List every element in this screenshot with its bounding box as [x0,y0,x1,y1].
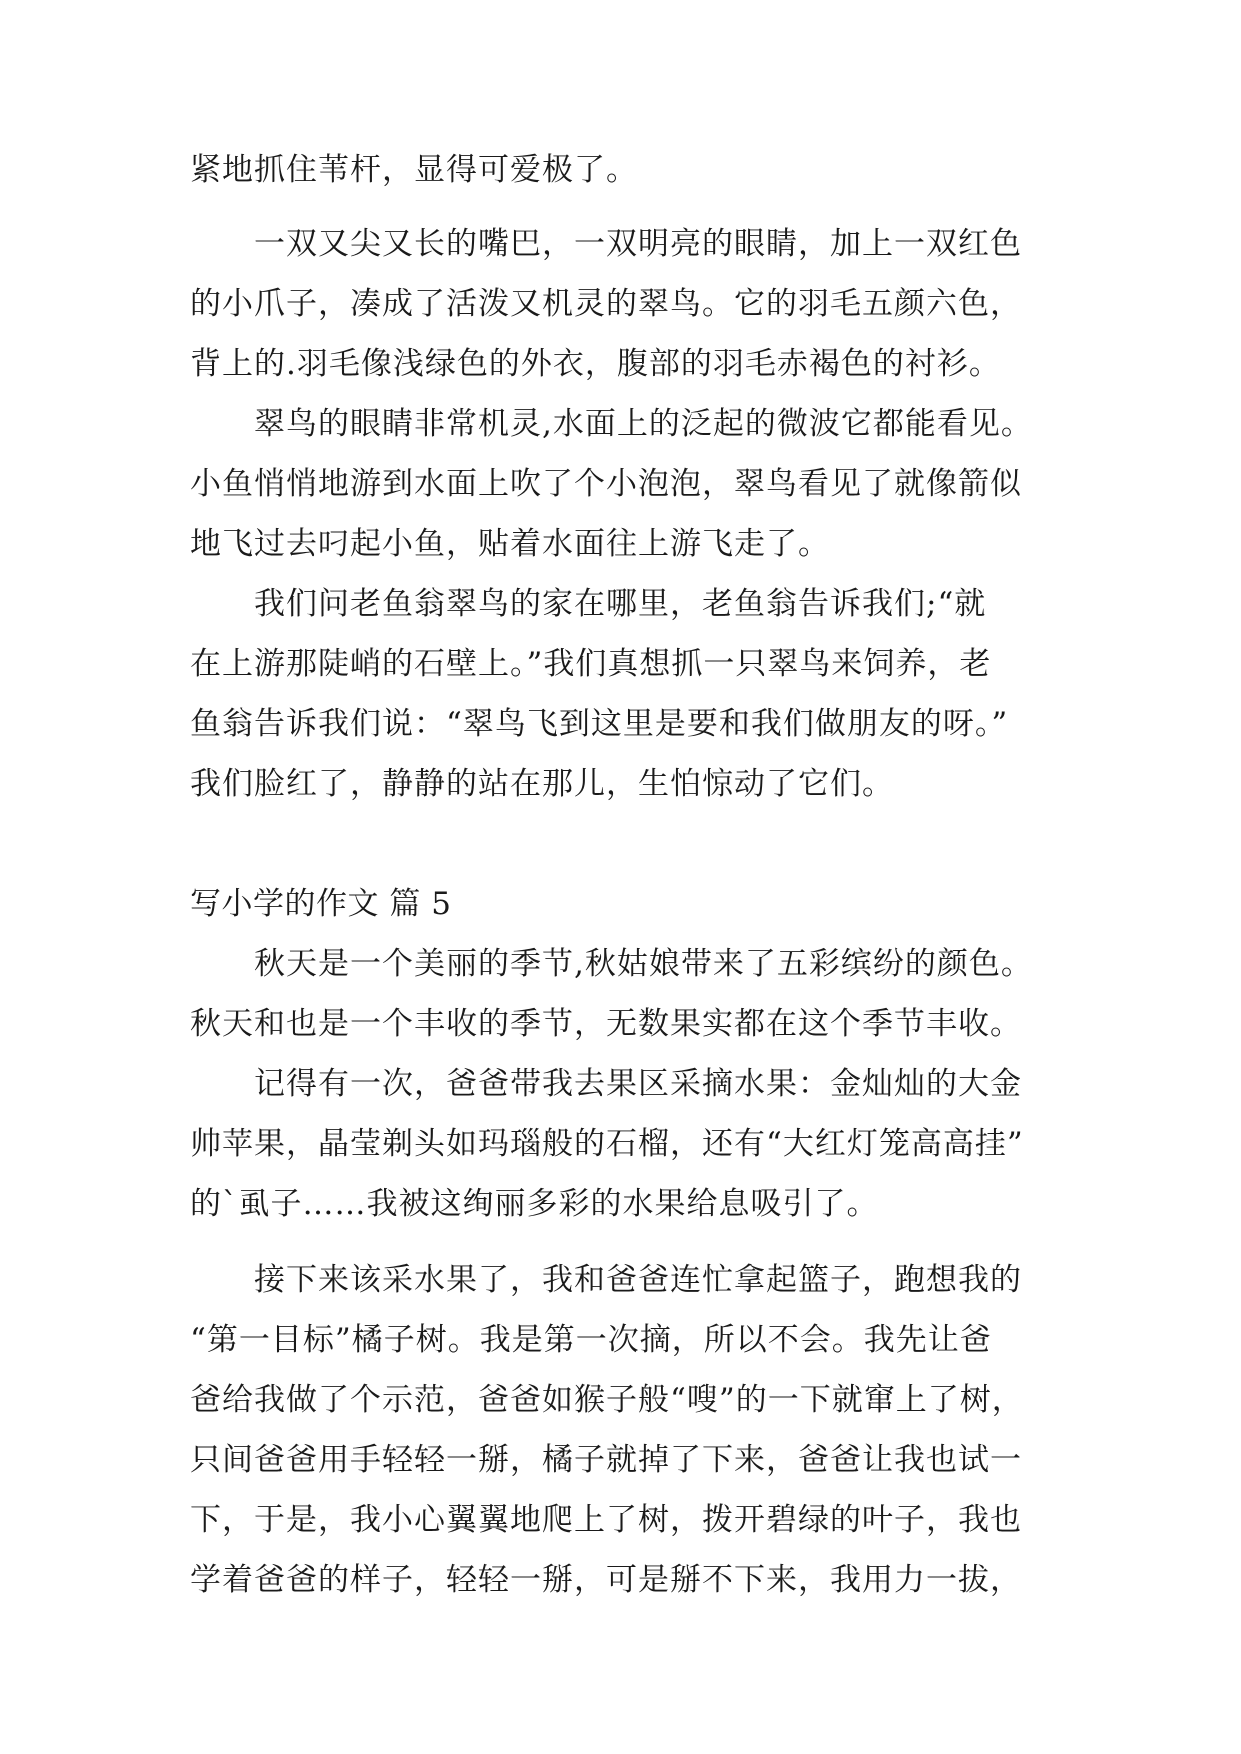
text-line: 秋天是一个美丽的季节,秋姑娘带来了五彩缤纷的颜色。 [254,946,1033,982]
text-line: 小鱼悄悄地游到水面上吹了个小泡泡，翠鸟看见了就像箭似 [190,466,1022,502]
text-line: 学着爸爸的样子，轻轻一掰，可是掰不下来，我用力一拔， [190,1562,1022,1598]
text-line: 的`虱子……我被这绚丽多彩的水果给息吸引了。 [190,1186,879,1222]
text-line: “第一目标”橘子树。我是第一次摘，所以不会。我先让爸 [190,1322,992,1358]
text-line: 帅苹果，晶莹剃头如玛瑙般的石榴，还有“大红灯笼高高挂” [190,1126,1024,1162]
text-line: 接下来该采水果了，我和爸爸连忙拿起篮子，跑想我的 [254,1262,1022,1298]
text-line: 我们问老鱼翁翠鸟的家在哪里，老鱼翁告诉我们;“就 [254,586,987,622]
text-line: 鱼翁告诉我们说：“翠鸟飞到这里是要和我们做朋友的呀。” [190,706,1009,742]
text-line: 只间爸爸用手轻轻一掰，橘子就掉了下来，爸爸让我也试一 [190,1442,1022,1478]
text-line: 在上游那陡峭的石壁上。”我们真想抓一只翠鸟来饲养，老 [190,646,992,682]
text-line: 一双又尖又长的嘴巴，一双明亮的眼睛，加上一双红色 [254,226,1022,262]
text-line: 记得有一次，爸爸带我去果区采摘水果：金灿灿的大金 [254,1066,1022,1102]
text-line: 秋天和也是一个丰收的季节，无数果实都在这个季节丰收。 [190,1006,1022,1042]
section-heading: 写小学的作文 篇 5 [190,886,452,922]
text-line: 背上的.羽毛像浅绿色的外衣，腹部的羽毛赤褐色的衬衫。 [190,346,1001,382]
text-line: 地飞过去叼起小鱼，贴着水面往上游飞走了。 [190,526,830,562]
text-line: 翠鸟的眼睛非常机灵,水面上的泛起的微波它都能看见。 [254,406,1033,442]
text-line: 的小爪子，凑成了活泼又机灵的翠鸟。它的羽毛五颜六色， [190,286,1022,322]
text-line: 爸给我做了个示范，爸爸如猴子般“嗖”的一下就窜上了树， [190,1382,1024,1418]
text-line: 下，于是，我小心翼翼地爬上了树，拨开碧绿的叶子，我也 [190,1502,1022,1538]
text-line: 我们脸红了，静静的站在那儿，生怕惊动了它们。 [190,766,894,802]
text-line: 紧地抓住苇杆，显得可爱极了。 [190,152,638,188]
